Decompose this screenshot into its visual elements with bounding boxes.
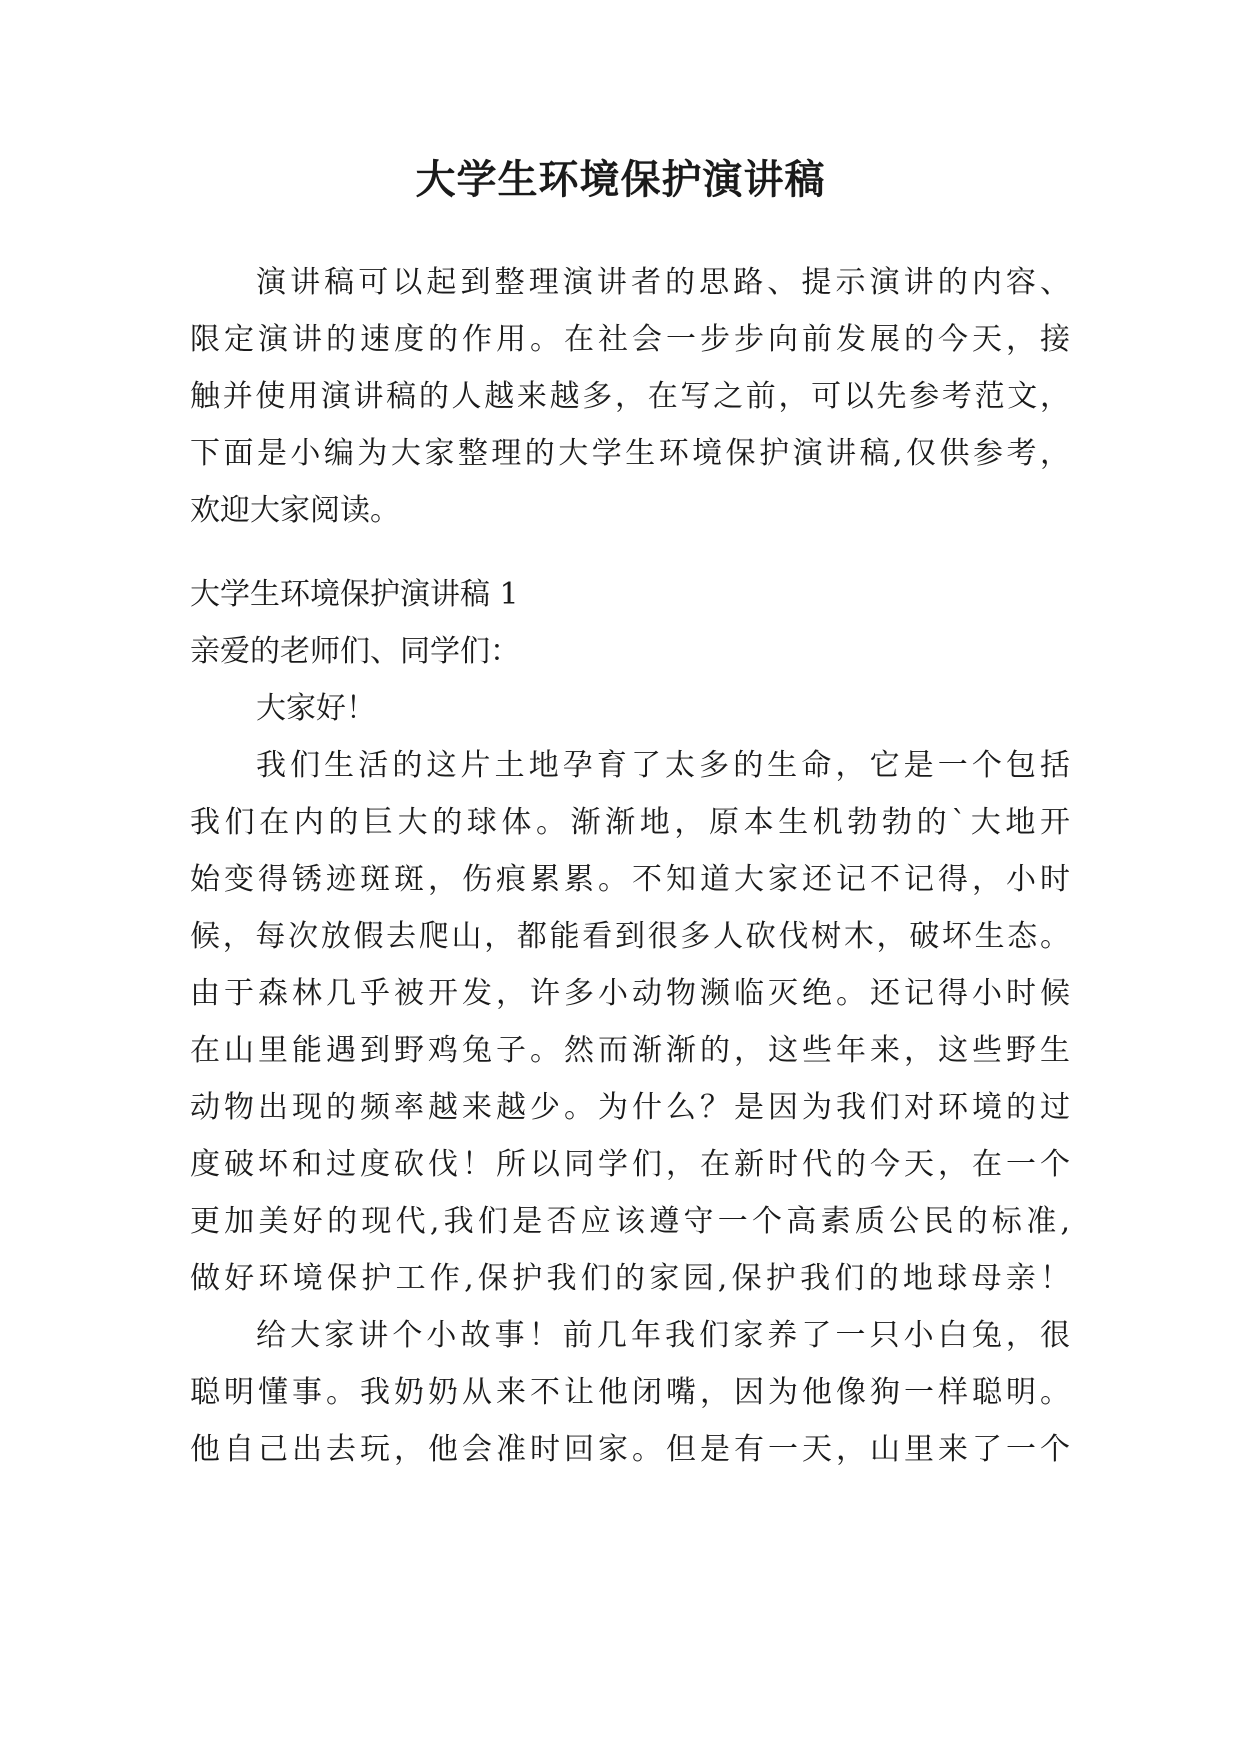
- intro-line: 演讲稿可以起到整理演讲者的思路、提示演讲的内容、: [256, 265, 1070, 300]
- document-title: 大学生环境保护演讲稿: [415, 157, 826, 203]
- speech-paragraph-2: [190, 1307, 1070, 1478]
- paragraph-line: 动物出现的频率越来越少。为什么？是因为我们对环境的过: [190, 1090, 1070, 1125]
- paragraph-line: 我们在内的巨大的球体。渐渐地，原本生机勃勃的`大地开: [190, 805, 1070, 840]
- speech-paragraph-1: [190, 737, 1070, 1307]
- intro-line: 触并使用演讲稿的人越来越多，在写之前，可以先参考范文，: [190, 379, 1070, 414]
- paragraph-line: 度破坏和过度砍伐！所以同学们，在新时代的今天，在一个: [190, 1147, 1070, 1182]
- intro-line: 欢迎大家阅读。: [190, 493, 400, 528]
- paragraph-line: 我们生活的这片土地孕育了太多的生命，它是一个包括: [256, 748, 1070, 783]
- salutation: 亲爱的老师们、同学们：: [190, 634, 520, 669]
- paragraph-line: 他自己出去玩，他会准时回家。但是有一天，山里来了一个: [190, 1432, 1070, 1467]
- paragraph-line: 在山里能遇到野鸡兔子。然而渐渐的，这些年来，这些野生: [190, 1033, 1070, 1068]
- paragraph-line: 更加美好的现代,我们是否应该遵守一个高素质公民的标准,: [190, 1204, 1070, 1239]
- section-heading: 大学生环境保护演讲稿 1: [190, 577, 519, 612]
- paragraph-line: 由于森林几乎被开发，许多小动物濒临灭绝。还记得小时候: [190, 976, 1070, 1011]
- paragraph-line: 给大家讲个小故事！前几年我们家养了一只小白兔，很: [256, 1318, 1070, 1353]
- paragraph-line: 候，每次放假去爬山，都能看到很多人砍伐树木，破坏生态。: [190, 919, 1070, 954]
- paragraph-line: 做好环境保护工作,保护我们的家园,保护我们的地球母亲！: [190, 1261, 1070, 1296]
- intro-paragraph: [190, 254, 1070, 539]
- section-header-block: [190, 566, 1070, 737]
- intro-line: 限定演讲的速度的作用。在社会一步步向前发展的今天，接: [190, 322, 1070, 357]
- greeting: 大家好！: [256, 691, 376, 726]
- intro-line: 下面是小编为大家整理的大学生环境保护演讲稿,仅供参考，: [190, 436, 1070, 471]
- paragraph-line: 聪明懂事。我奶奶从来不让他闭嘴，因为他像狗一样聪明。: [190, 1375, 1070, 1410]
- paragraph-line: 始变得锈迹斑斑，伤痕累累。不知道大家还记不记得，小时: [190, 862, 1070, 897]
